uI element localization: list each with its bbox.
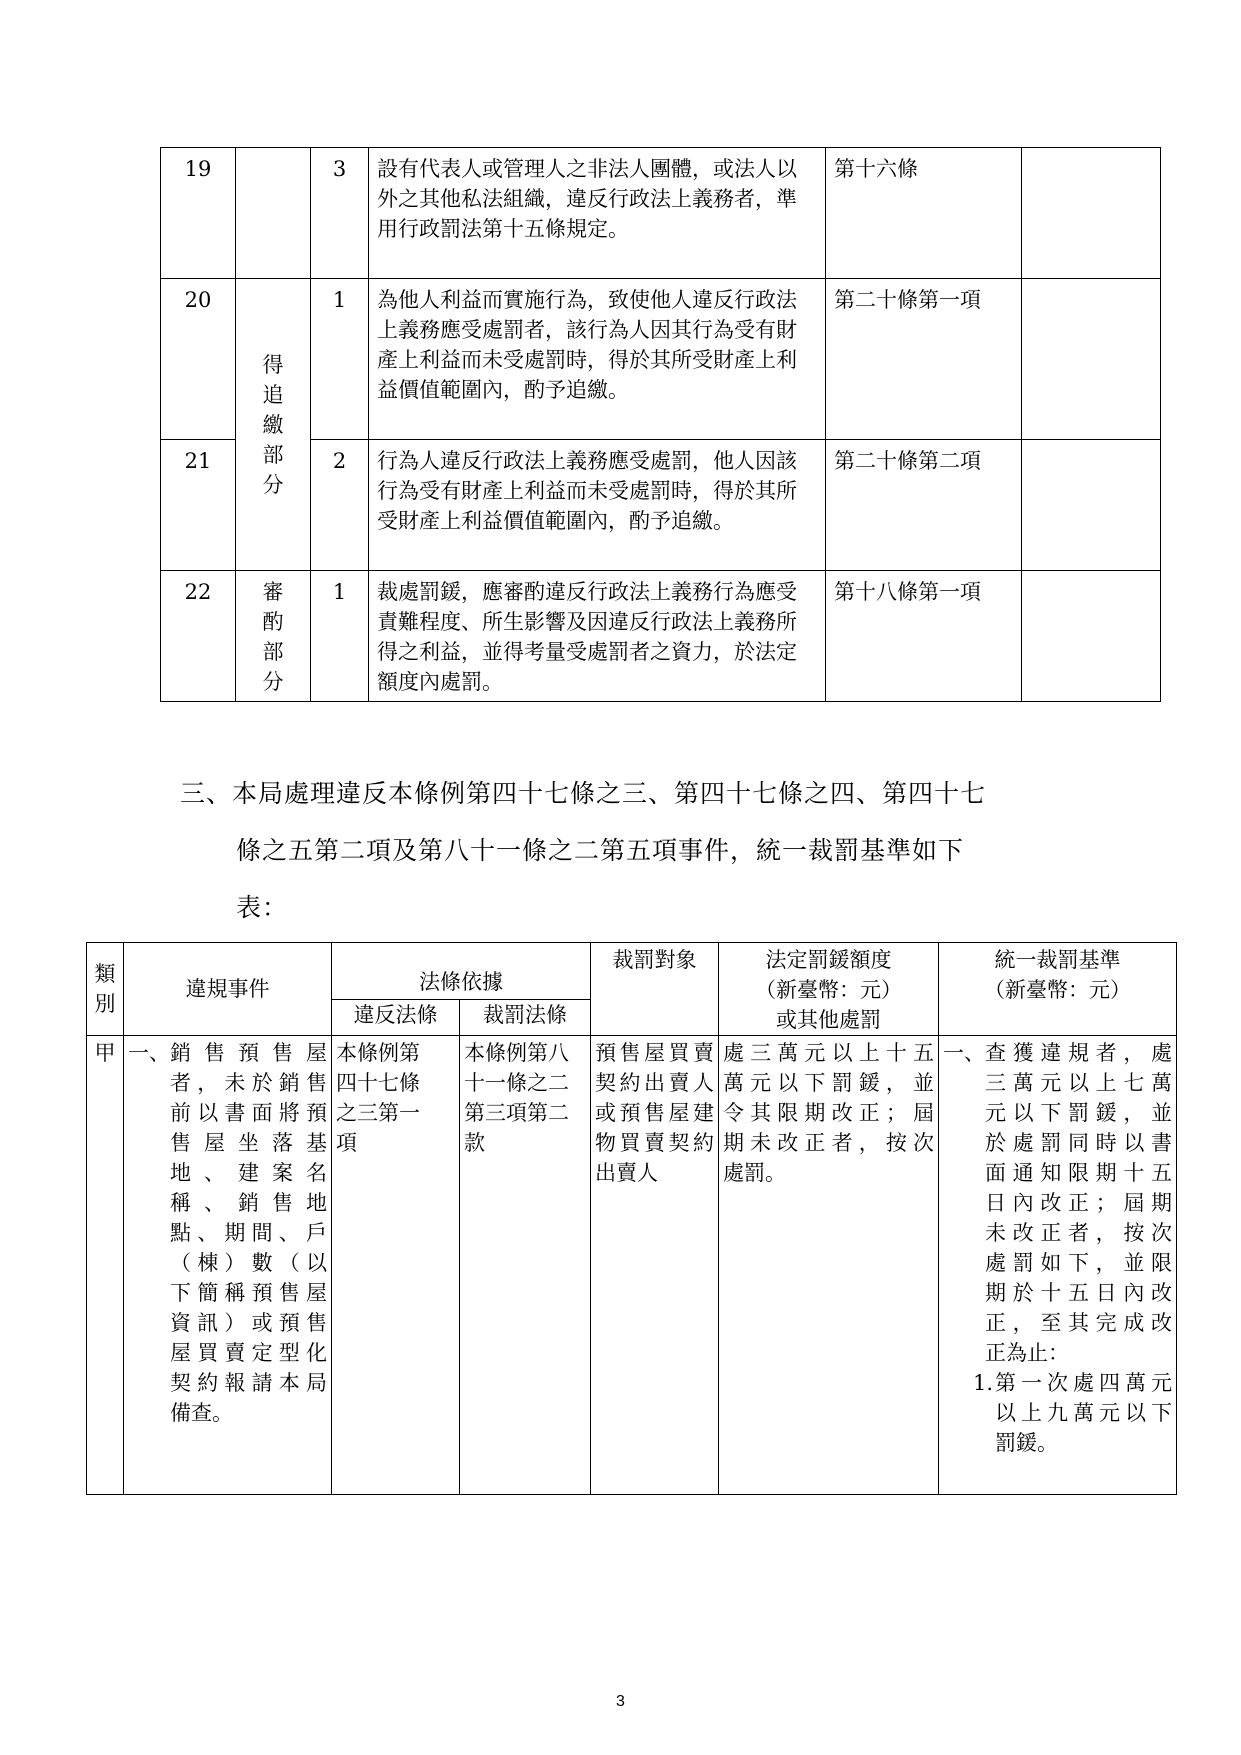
header-basis: 法條依據 bbox=[332, 943, 591, 1000]
row-number: 19 bbox=[161, 148, 236, 279]
group-label-text: 審酌部分 bbox=[262, 580, 284, 694]
event-line: 屋買賣定型化 bbox=[170, 1341, 327, 1365]
provision-text: 設有代表人或管理人之非法人團體，或法人以外之其他私法組織，違反行政法上義務者，準用行政罰法第十五條規定。 bbox=[369, 148, 826, 279]
event-line: 者，未於銷售 bbox=[170, 1071, 327, 1095]
row-number: 21 bbox=[161, 440, 236, 571]
penalty-line: 第三項第二 bbox=[464, 1101, 569, 1125]
violated-line: 本條例第 bbox=[336, 1041, 420, 1065]
item-number: 2 bbox=[311, 440, 369, 571]
standard-sub-line: 第一次處四萬元 bbox=[995, 1371, 1172, 1395]
provision-text: 行為人違反行政法上義務應受處罰，他人因該行為受有財產上利益而未受處罰時，得於其所受財產上利益價值範圍內，酌予追繳。 bbox=[369, 440, 826, 571]
standard-line: 元以下罰鍰，並 bbox=[985, 1101, 1172, 1125]
header-category bbox=[87, 943, 124, 1036]
header-event: 違規事件 bbox=[124, 943, 332, 1036]
standard-line: 未改正者，按次 bbox=[985, 1221, 1172, 1245]
event-line: 下簡稱預售屋 bbox=[170, 1281, 327, 1305]
standard-line: 正為止： bbox=[985, 1341, 1069, 1365]
target-line: 契約出賣人 bbox=[595, 1071, 714, 1095]
article-reference: 第二十條第一項 bbox=[826, 279, 1022, 440]
header-target: 裁罰對象 bbox=[591, 943, 719, 1036]
target-line: 物買賣契約 bbox=[595, 1131, 714, 1155]
cell-standard bbox=[939, 1036, 1177, 1495]
page-number: 3 bbox=[616, 1693, 625, 1710]
table-row bbox=[161, 148, 1161, 279]
header-category-text: 類別 bbox=[94, 962, 116, 1016]
standard-line: 期於十五日內改 bbox=[985, 1281, 1172, 1305]
event-line: 銷售預售屋 bbox=[170, 1041, 327, 1065]
category-cell bbox=[236, 148, 311, 279]
header-standard-line1: 統一裁罰基準 bbox=[994, 948, 1121, 972]
header-fine bbox=[719, 943, 939, 1036]
provision-text: 裁處罰鍰，應審酌違反行政法上義務行為應受責難程度、所生影響及因違反行政法上義務所得之利益，並得考量受處罰者之資力，於法定額度內處罰。 bbox=[369, 571, 826, 702]
event-line: （棟）數（以 bbox=[170, 1251, 327, 1275]
cell-fine bbox=[719, 1036, 939, 1495]
violated-line: 項 bbox=[336, 1131, 357, 1155]
cell-penalty-article bbox=[460, 1036, 591, 1495]
table-row bbox=[87, 1036, 1177, 1495]
violated-line: 四十七條 bbox=[336, 1071, 420, 1095]
table-row bbox=[161, 571, 1161, 702]
remarks-cell bbox=[1022, 279, 1161, 440]
section-heading-line-2: 條之五第二項及第八十一條之二第五項事件，統一裁罰基準如下 bbox=[236, 836, 965, 865]
header-standard bbox=[939, 943, 1177, 1036]
event-item bbox=[128, 1038, 327, 1428]
standard-subitem bbox=[943, 1368, 1172, 1458]
cell-violated-article bbox=[332, 1036, 460, 1495]
event-line: 契約報請本局 bbox=[170, 1371, 327, 1395]
standard-mark: 一、 bbox=[943, 1041, 985, 1065]
group-label-text: 得追繳部分 bbox=[262, 352, 284, 497]
item-number: 1 bbox=[311, 279, 369, 440]
item-number: 3 bbox=[311, 148, 369, 279]
standard-line: 正，至其完成改 bbox=[985, 1311, 1172, 1335]
header-fine-line3: 或其他處罰 bbox=[776, 1008, 881, 1032]
event-line: 售屋坐落基 bbox=[170, 1131, 327, 1155]
event-line: 點、期間、戶 bbox=[170, 1221, 327, 1245]
article-reference: 第十六條 bbox=[826, 148, 1022, 279]
fine-line: 令其限期改正；屆 bbox=[723, 1101, 934, 1125]
event-line: 稱、銷售地 bbox=[170, 1191, 327, 1215]
table-penalty-principles bbox=[160, 147, 1161, 702]
table-uniform-penalty-standard bbox=[86, 942, 1177, 1495]
standard-item bbox=[943, 1038, 1172, 1368]
standard-line: 於處罰同時以書 bbox=[985, 1131, 1172, 1155]
event-line: 前以書面將預 bbox=[170, 1101, 327, 1125]
group-label-consider bbox=[236, 571, 311, 702]
target-line: 出賣人 bbox=[595, 1161, 658, 1185]
cell-target bbox=[591, 1036, 719, 1495]
fine-line: 萬元以下罰鍰，並 bbox=[723, 1071, 934, 1095]
row-number: 22 bbox=[161, 571, 236, 702]
fine-line: 期未改正者，按次 bbox=[723, 1131, 934, 1155]
target-line: 或預售屋建 bbox=[595, 1101, 714, 1125]
provision-text: 為他人利益而實施行為，致使他人違反行政法上義務應受處罰者，該行為人因其行為受有財產上利益而未受處罰時，得於其所受財產上利益價值範圍內，酌予追繳。 bbox=[369, 279, 826, 440]
remarks-cell bbox=[1022, 440, 1161, 571]
table-row bbox=[161, 279, 1161, 440]
standard-line: 三萬元以上七萬 bbox=[985, 1071, 1172, 1095]
article-reference: 第十八條第一項 bbox=[826, 571, 1022, 702]
cell-category: 甲 bbox=[87, 1036, 124, 1495]
header-violated-article: 違反法條 bbox=[332, 999, 460, 1035]
event-line: 資訊）或預售 bbox=[170, 1311, 327, 1335]
section-heading-line-3: 表： bbox=[236, 893, 289, 922]
remarks-cell bbox=[1022, 148, 1161, 279]
standard-line: 日內改正；屆期 bbox=[985, 1191, 1172, 1215]
row-number: 20 bbox=[161, 279, 236, 440]
article-reference: 第二十條第二項 bbox=[826, 440, 1022, 571]
standard-sub-mark: 1. bbox=[973, 1371, 994, 1395]
standard-line: 處罰如下，並限 bbox=[985, 1251, 1172, 1275]
standard-line: 面通知限期十五 bbox=[985, 1161, 1172, 1185]
header-row bbox=[87, 943, 1177, 1000]
event-text bbox=[170, 1038, 327, 1428]
penalty-line: 十一條之二 bbox=[464, 1071, 569, 1095]
standard-line: 查獲違規者，處 bbox=[985, 1041, 1172, 1065]
event-line: 備查。 bbox=[170, 1401, 233, 1425]
penalty-line: 款 bbox=[464, 1131, 485, 1155]
event-mark: 一、 bbox=[128, 1041, 170, 1065]
remarks-cell bbox=[1022, 571, 1161, 702]
fine-line: 處三萬元以上十五 bbox=[723, 1041, 934, 1065]
table-row bbox=[161, 440, 1161, 571]
standard-text bbox=[985, 1038, 1172, 1368]
header-standard-line2: （新臺幣：元） bbox=[984, 978, 1131, 1002]
header-fine-line2: （新臺幣：元） bbox=[755, 978, 902, 1002]
event-line: 地、建案名 bbox=[170, 1161, 327, 1185]
header-penalty-article: 裁罰法條 bbox=[460, 999, 591, 1035]
header-fine-line1: 法定罰鍰額度 bbox=[765, 948, 892, 972]
group-label-recover bbox=[236, 279, 311, 571]
standard-sub-line: 以上九萬元以下 bbox=[995, 1401, 1172, 1425]
violated-line: 之三第一 bbox=[336, 1101, 420, 1125]
target-line: 預售屋買賣 bbox=[595, 1041, 714, 1065]
cell-event bbox=[124, 1036, 332, 1495]
item-number: 1 bbox=[311, 571, 369, 702]
penalty-line: 本條例第八 bbox=[464, 1041, 569, 1065]
standard-sub-text bbox=[995, 1368, 1172, 1458]
standard-sub-line: 罰鍰。 bbox=[995, 1431, 1058, 1455]
section-heading-line-1: 三、本局處理違反本條例第四十七條之三、第四十七條之四、第四十七 bbox=[180, 779, 987, 808]
fine-line: 處罰。 bbox=[723, 1161, 786, 1185]
